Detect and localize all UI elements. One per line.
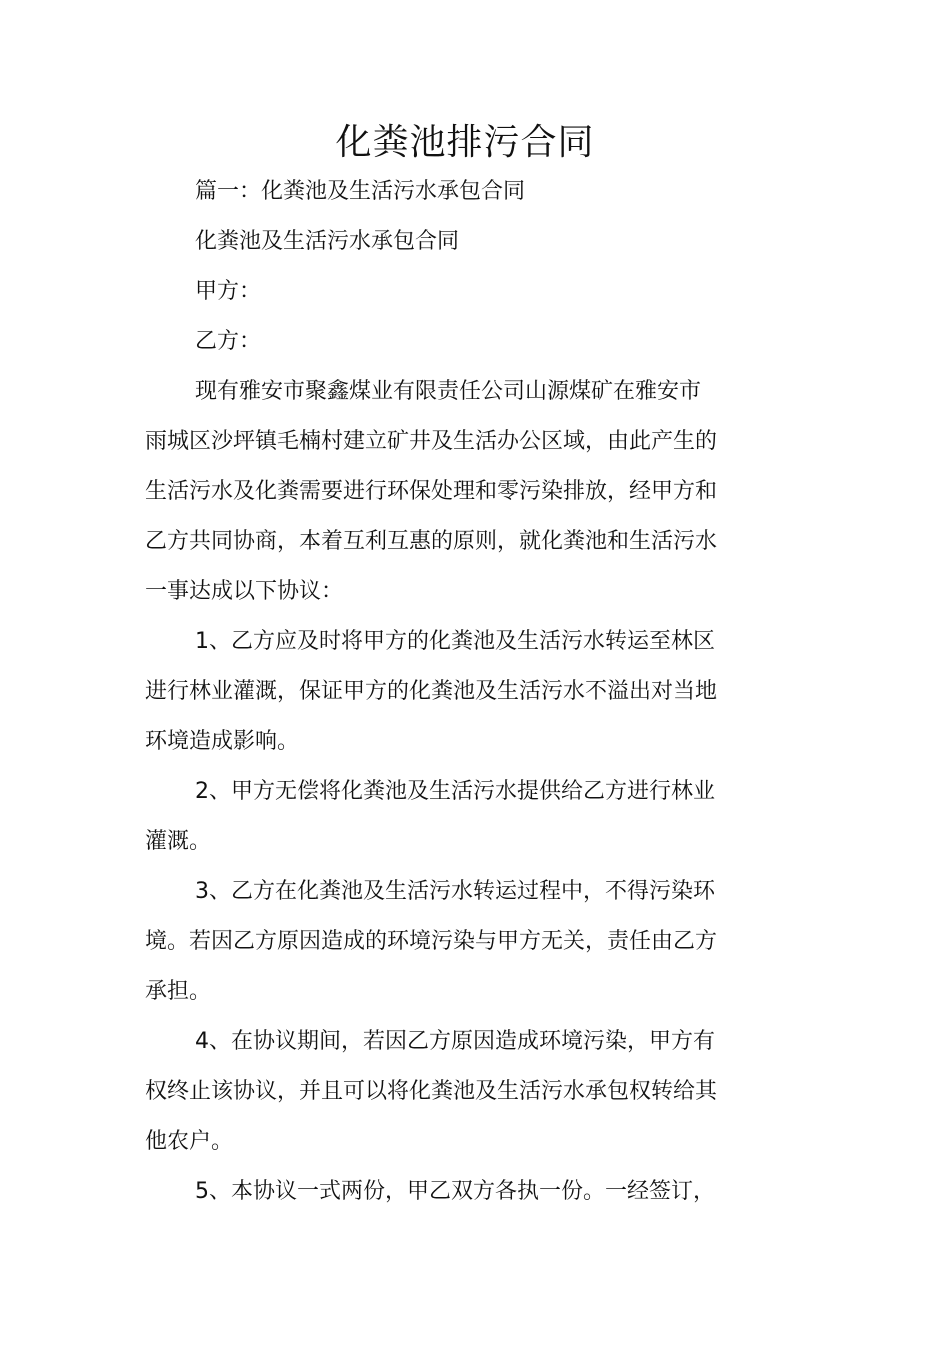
document-title: 化粪池排污合同 bbox=[335, 122, 595, 163]
clause-3-line-3: 承担。 bbox=[145, 979, 212, 1004]
intro-line-1: 现有雅安市聚鑫煤业有限责任公司山源煤矿在雅安市 bbox=[195, 379, 702, 404]
intro-line-5: 一事达成以下协议： bbox=[145, 579, 344, 604]
clause-1-line-3: 环境造成影响。 bbox=[145, 729, 300, 754]
clause-1-line-1: 1、乙方应及时将甲方的化粪池及生活污水转运至林区 bbox=[195, 629, 715, 654]
clause-3-line-2: 境。若因乙方原因造成的环境污染与甲方无关，责任由乙方 bbox=[145, 929, 718, 954]
clause-4-line-3: 他农户。 bbox=[145, 1129, 234, 1154]
intro-line-4: 乙方共同协商，本着互利互惠的原则，就化粪池和生活污水 bbox=[145, 529, 718, 554]
clause-2-line-1: 2、甲方无偿将化粪池及生活污水提供给乙方进行林业 bbox=[195, 779, 715, 804]
clause-4-line-1: 4、在协议期间，若因乙方原因造成环境污染，甲方有 bbox=[195, 1029, 715, 1054]
party-a-label: 甲方： bbox=[195, 279, 262, 304]
intro-line-2: 雨城区沙坪镇毛楠村建立矿井及生活办公区域，由此产生的 bbox=[145, 429, 718, 454]
section-heading: 篇一：化粪池及生活污水承包合同 bbox=[195, 179, 526, 204]
clause-4-line-2: 权终止该协议，并且可以将化粪池及生活污水承包权转给其 bbox=[145, 1079, 718, 1104]
intro-line-3: 生活污水及化粪需要进行环保处理和零污染排放，经甲方和 bbox=[145, 479, 718, 504]
clause-5-line-1: 5、本协议一式两份，甲乙双方各执一份。一经签订， bbox=[195, 1179, 715, 1204]
clause-1-line-2: 进行林业灌溉，保证甲方的化粪池及生活污水不溢出对当地 bbox=[145, 679, 718, 704]
clause-2-line-2: 灌溉。 bbox=[145, 829, 212, 854]
contract-name: 化粪池及生活污水承包合同 bbox=[195, 229, 460, 254]
party-b-label: 乙方： bbox=[195, 329, 262, 354]
clause-3-line-1: 3、乙方在化粪池及生活污水转运过程中，不得污染环 bbox=[195, 879, 715, 904]
